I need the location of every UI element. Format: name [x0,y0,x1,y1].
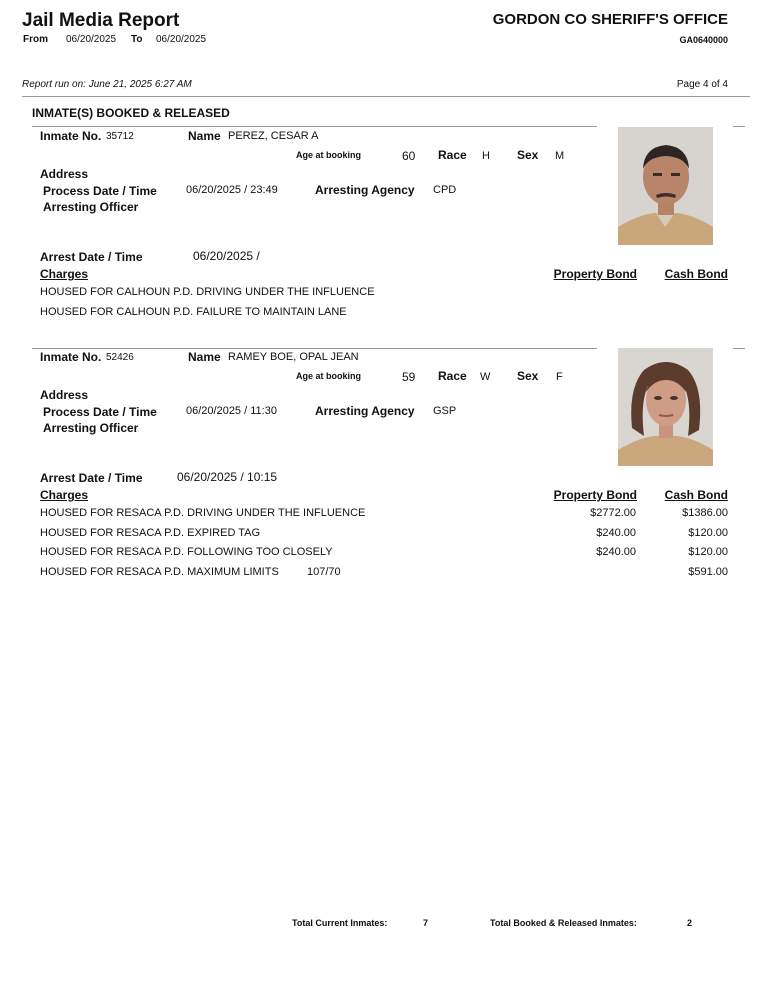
to-label: To [131,34,143,45]
inmate-no-label: Inmate No. [40,350,102,364]
arrest-value: 06/20/2025 / 10:15 [177,470,278,484]
property-bond-value: $2772.00 [590,507,636,519]
cash-bond-value: $591.00 [688,566,728,578]
cash-bond-header: Cash Bond [664,488,728,502]
agency-label: Arresting Agency [315,404,415,418]
address-label: Address [40,167,89,181]
agency-value: GSP [433,405,457,417]
total-booked-label: Total Booked & Released Inmates: [490,918,637,928]
property-bond-value: $240.00 [596,527,636,539]
charges-header: Charges [40,267,89,281]
address-label: Address [40,388,89,402]
sex-label: Sex [517,369,539,383]
property-bond-header: Property Bond [553,488,637,502]
agency-name: GORDON CO SHERIFF'S OFFICE [492,11,728,28]
sex-value: F [556,371,563,383]
total-booked-value: 2 [687,918,693,928]
process-value: 06/20/2025 / 11:30 [186,405,277,417]
name-value: RAMEY BOE, OPAL JEAN [228,351,359,363]
process-label: Process Date / Time [43,184,157,198]
inmate-no-value: 35712 [106,131,134,142]
race-value: W [480,371,491,383]
name-value: PEREZ, CESAR A [228,130,319,142]
arrest-value: 06/20/2025 / [193,249,260,263]
process-label: Process Date / Time [43,405,157,419]
inmate-no-value: 52426 [106,352,134,363]
report-run-date: Report run on: June 21, 2025 6:27 AM [22,79,192,90]
charge-description: HOUSED FOR RESACA P.D. MAXIMUM LIMITS [40,566,279,578]
total-current-label: Total Current Inmates: [292,918,388,928]
section-title: INMATE(S) BOOKED & RELEASED [32,106,230,120]
from-date: 06/20/2025 [66,34,117,45]
charge-description: HOUSED FOR CALHOUN P.D. DRIVING UNDER THE INFLUENCE [40,286,375,298]
cash-bond-value: $120.00 [688,527,728,539]
from-label: From [23,34,48,45]
page-number: Page 4 of 4 [676,79,728,90]
officer-label: Arresting Officer [43,200,139,214]
age-value: 59 [402,370,416,384]
mugshot-photo [618,348,713,466]
section-divider-right [733,126,745,127]
charge-description: HOUSED FOR CALHOUN P.D. FAILURE TO MAINTAIN LANE [40,306,347,318]
charge-description: HOUSED FOR RESACA P.D. DRIVING UNDER THE INFLUENCE [40,507,366,519]
name-label: Name [188,129,221,143]
report-title: Jail Media Report [22,10,180,31]
mugshot-photo [618,127,713,245]
total-current-value: 7 [423,918,429,928]
section-divider [32,126,597,127]
agency-label: Arresting Agency [315,183,415,197]
arrest-label: Arrest Date / Time [40,250,143,264]
to-date: 06/20/2025 [156,34,207,45]
charge-extra: 107/70 [307,566,341,578]
officer-label: Arresting Officer [43,421,139,435]
header-divider [22,96,750,97]
cash-bond-value: $1386.00 [682,507,728,519]
process-value: 06/20/2025 / 23:49 [186,184,278,196]
record-divider-right [733,348,745,349]
sex-value: M [555,150,565,162]
arrest-label: Arrest Date / Time [40,471,143,485]
property-bond-header: Property Bond [553,267,637,281]
race-label: Race [438,369,467,383]
charge-description: HOUSED FOR RESACA P.D. FOLLOWING TOO CLOSELY [40,546,333,558]
age-value: 60 [402,149,416,163]
age-label: Age at booking [296,371,361,381]
name-label: Name [188,350,221,364]
agency-ori: GA0640000 [679,35,728,45]
property-bond-value: $240.00 [596,546,636,558]
inmate-no-label: Inmate No. [40,129,102,143]
age-label: Age at booking [296,150,361,160]
sex-label: Sex [517,148,539,162]
race-label: Race [438,148,467,162]
cash-bond-value: $120.00 [688,546,728,558]
record-divider [32,348,597,349]
cash-bond-header: Cash Bond [664,267,728,281]
agency-value: CPD [433,184,457,196]
charges-header: Charges [40,488,89,502]
charge-description: HOUSED FOR RESACA P.D. EXPIRED TAG [40,527,261,539]
race-value: H [482,150,490,162]
